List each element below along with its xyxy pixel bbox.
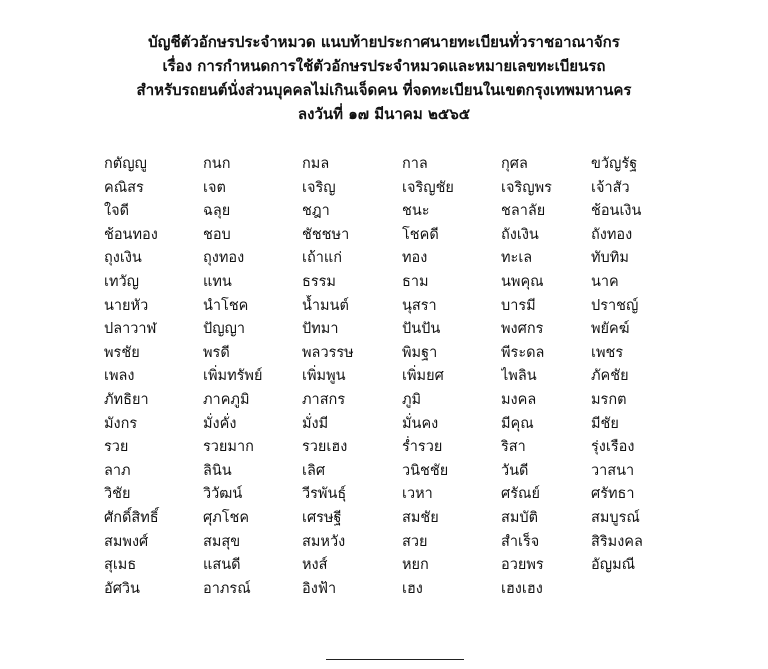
list-item: ขวัญรัฐ [591,156,638,172]
document-header [0,30,768,126]
list-item: สุเมธ [104,557,137,574]
list-item: อัญมณี [591,557,636,574]
list-item: ร่ำรวย [402,439,443,456]
list-item: แทน [203,273,232,290]
list-item: ถุงเงิน [104,250,142,267]
list-item: เพิ่มพูน [302,368,346,385]
list-item: พีระดล [501,344,545,361]
list-item: ถุงทอง [203,250,245,267]
list-item: พรชัย [104,344,140,361]
list-item: รุ่งเรือง [591,439,635,456]
list-item: รวย [104,439,129,456]
list-item: มีชัย [591,415,619,432]
list-item: ชลาลัย [501,203,546,220]
list-item: มีคุณ [501,415,534,432]
list-item: หงส์ [302,557,328,574]
list-item: ภาสกร [302,391,346,408]
list-item: เถ้าแก่ [302,250,343,267]
list-item [591,578,681,602]
list-item: วันดี [501,462,529,479]
list-item: วนิชชัย [402,462,449,479]
list-item: พิมฐา [402,344,438,361]
list-item: เวหา [402,486,433,503]
list-item: เจริญชัย [402,179,454,196]
list-item: เฮง [402,580,423,597]
list-item: รวยมาก [203,439,254,456]
list-item: ภูมิ [402,391,422,408]
list-item: ชฎา [302,203,330,220]
list-item: ช้อนเงิน [591,203,642,220]
list-item: เทวัญ [104,273,140,290]
list-item: เพชร [591,344,624,361]
footer-divider [326,659,464,660]
list-item: มงคล [501,391,537,408]
list-item: อาภรณ์ [203,580,251,597]
list-item: สมบูรณ์ [591,509,640,526]
list-item: สิริมงคล [591,533,643,550]
list-item: ปัทมา [302,321,339,338]
list-item: เจริญพร [501,179,552,196]
header-line-3: สำหรับรถยนต์นั่งส่วนบุคคลไม่เกินเจ็ดคน ที่จดทะเบียนในเขตกรุงเทพมหานคร [136,81,632,99]
list-item: ปราชญ์ [591,297,639,314]
list-item: พรดี [203,344,230,361]
list-item: เศรษฐี [302,509,342,526]
list-item: พยัคฆ์ [591,321,630,338]
list-item: มั่งมี [302,415,329,432]
list-item: เลิศ [302,462,326,479]
list-item: รวยเฮง [302,439,348,456]
list-item: มั่งคั่ง [203,415,237,432]
list-item: บารมี [501,297,536,314]
list-item: ช้อนทอง [104,226,158,243]
list-item: สมชัย [402,509,439,526]
list-item: หยก [402,557,429,574]
list-item: กมล [302,156,330,172]
list-item: เจ้าสัว [591,179,630,196]
list-item: สมสุข [203,533,241,550]
list-item: แสนดี [203,557,241,574]
list-item: สมหวัง [302,533,346,550]
list-item: ศรัณย์ [501,486,540,503]
list-item: ชัชชษา [302,226,350,243]
list-item: ปลาวาฬ [104,321,157,338]
list-item: มรกต [591,391,627,408]
list-item: ปันปัน [402,321,441,338]
list-item: ภาคภูมิ [203,391,250,408]
list-item: เพลง [104,368,135,385]
list-item: กนก [203,156,231,172]
list-item: ถังเงิน [501,226,539,243]
list-item: ชอบ [203,226,231,243]
list-item: ใจดี [104,203,129,220]
list-item: ทับทิม [591,250,629,267]
list-item: อวยพร [501,557,544,574]
list-item: น้ำมนต์ [302,297,349,314]
list-item: นำโชค [203,297,249,314]
header-line-2: เรื่อง การกำหนดการใช้ตัวอักษรประจำหมวดและหมายเลขทะเบียนรถ [162,57,606,75]
list-item: กาล [402,156,428,172]
list-item: เจริญ [302,179,336,196]
list-item: ศักดิ์สิทธิ์ [104,509,159,526]
list-item: วิวัฒน์ [203,486,243,503]
list-item: สวย [402,533,428,550]
list-item: นาค [591,273,619,290]
list-item: ภัทธิยา [104,391,149,408]
list-item: คณิสร [104,179,144,196]
list-item: วีรพันธุ์ [302,486,347,503]
header-line-1: บัญชีตัวอักษรประจำหมวด แนบท้ายประกาศนายทะเบียนทั่วราชอาณาจักร [148,33,620,51]
list-item: กตัญญู [104,156,147,172]
list-item: มังกร [104,415,138,432]
list-item: ภัคชัย [591,368,629,385]
list-item: กุศล [501,156,528,172]
list-item: ถังทอง [591,226,633,243]
list-item: ทะเล [501,250,533,267]
list-item: วาสนา [591,462,635,479]
list-item: นุสรา [402,297,437,314]
list-item: สำเร็จ [501,533,540,550]
list-item: นพคุณ [501,273,544,290]
list-item: สมบัติ [501,509,539,526]
list-item: โชคดี [402,226,439,243]
list-item: วิชัย [104,486,131,503]
list-item: เฮงเฮง [501,580,543,597]
letter-list-grid [104,153,681,601]
list-item: เจต [203,179,226,196]
list-item: ริสา [501,439,526,456]
list-item: นายหัว [104,297,149,314]
list-item: ฉลุย [203,203,231,220]
list-item: เพิ่มยศ [402,368,444,385]
list-item: อัศวิน [104,580,140,597]
list-item: ลาภ [104,462,131,479]
list-item: ไพลิน [501,368,537,385]
list-item: ศรัทธา [591,486,635,503]
list-item: ทอง [402,250,428,267]
list-item: ธาม [402,273,429,290]
list-item: ลินิน [203,462,232,479]
list-item: ธรรม [302,273,336,290]
list-item: ศุภโชค [203,509,250,526]
list-item: มั่นคง [402,415,439,432]
list-item: เพิ่มทรัพย์ [203,368,263,385]
list-item: สมพงศ์ [104,533,149,550]
header-date-line: ลงวันที่ ๑๗ มีนาคม ๒๕๖๕ [297,105,471,123]
list-item: ปัญญา [203,321,246,338]
list-item: พลวรรษ [302,344,354,361]
list-item: ชนะ [402,203,430,220]
list-item: พงศกร [501,321,544,338]
list-item: อิงฟ้า [302,580,337,597]
